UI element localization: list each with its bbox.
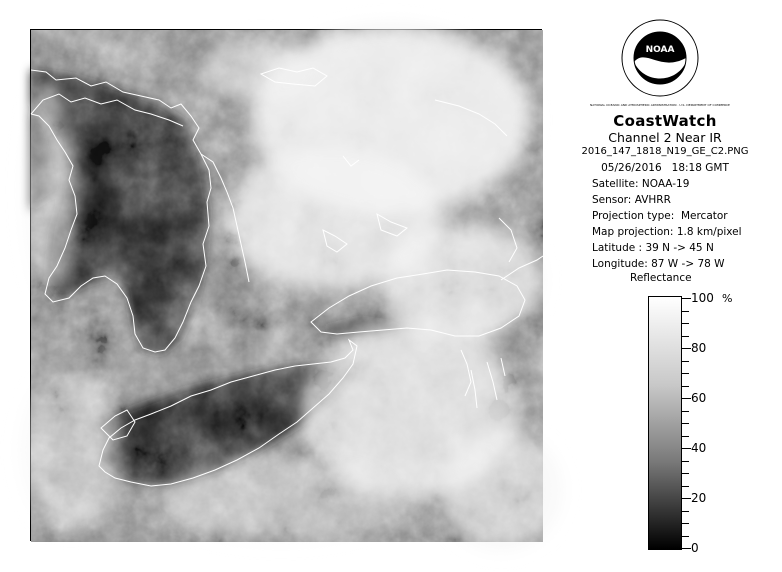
colorbar-tick-label: 80	[691, 341, 707, 355]
metadata-longitude: Longitude: 87 W -> 78 W	[592, 258, 725, 270]
acquisition-datetime	[560, 162, 770, 174]
colorbar-unit: %	[722, 292, 733, 305]
noaa-logo-icon	[590, 18, 730, 110]
colorbar-tick	[682, 423, 689, 424]
colorbar-tick	[682, 461, 689, 462]
colorbar-tick	[682, 361, 689, 362]
colorbar-tick	[682, 298, 691, 299]
acquisition-date: 05/26/2016	[601, 162, 662, 174]
colorbar-tick	[682, 336, 689, 337]
colorbar-tick	[682, 448, 691, 449]
colorbar-tick-label: 100	[691, 291, 714, 305]
metadata-latitude: Latitude : 39 N -> 45 N	[592, 242, 714, 254]
channel-name: Channel 2 Near IR	[608, 130, 722, 145]
satellite-image	[30, 29, 542, 541]
noaa-logo-text: NOAA	[645, 45, 675, 55]
noaa-logo-ring-text: NATIONAL OCEANIC AND ATMOSPHERIC ADMINISTRATION · U.S. DEPARTMENT OF COMMERCE	[590, 103, 730, 107]
metadata-sensor: Sensor: AVHRR	[592, 194, 671, 206]
colorbar-tick	[682, 348, 691, 349]
colorbar-tick	[682, 411, 689, 412]
colorbar-tick-label: 60	[691, 391, 707, 405]
colorbar-tick-label: 20	[691, 491, 707, 505]
colorbar-tick	[682, 436, 689, 437]
satellite-image-svg	[31, 30, 543, 542]
colorbar-tick	[682, 323, 689, 324]
colorbar-tick	[682, 498, 691, 499]
colorbar-tick-label: 0	[691, 541, 699, 555]
colorbar-tick	[682, 523, 689, 524]
colorbar-tick	[682, 548, 691, 549]
metadata-map-projection: Map projection: 1.8 km/pixel	[592, 226, 742, 238]
colorbar-tick	[682, 311, 689, 312]
metadata-projection-type: Projection type: Mercator	[592, 210, 728, 222]
acquisition-time: 18:18 GMT	[671, 162, 729, 174]
product-title: CoastWatch	[613, 112, 717, 130]
colorbar-tick	[682, 486, 689, 487]
colorbar-tick	[682, 473, 689, 474]
colorbar-tick	[682, 536, 689, 537]
colorbar-tick-label: 40	[691, 441, 707, 455]
metadata-satellite: Satellite: NOAA-19	[592, 178, 690, 190]
colorbar-label: Reflectance	[630, 272, 692, 284]
colorbar-tick	[682, 398, 691, 399]
reflectance-colorbar	[648, 296, 682, 550]
colorbar-tick	[682, 511, 689, 512]
colorbar-tick	[682, 373, 689, 374]
colorbar-tick	[682, 386, 689, 387]
image-filename: 2016_147_1818_N19_GE_C2.PNG	[581, 146, 749, 157]
